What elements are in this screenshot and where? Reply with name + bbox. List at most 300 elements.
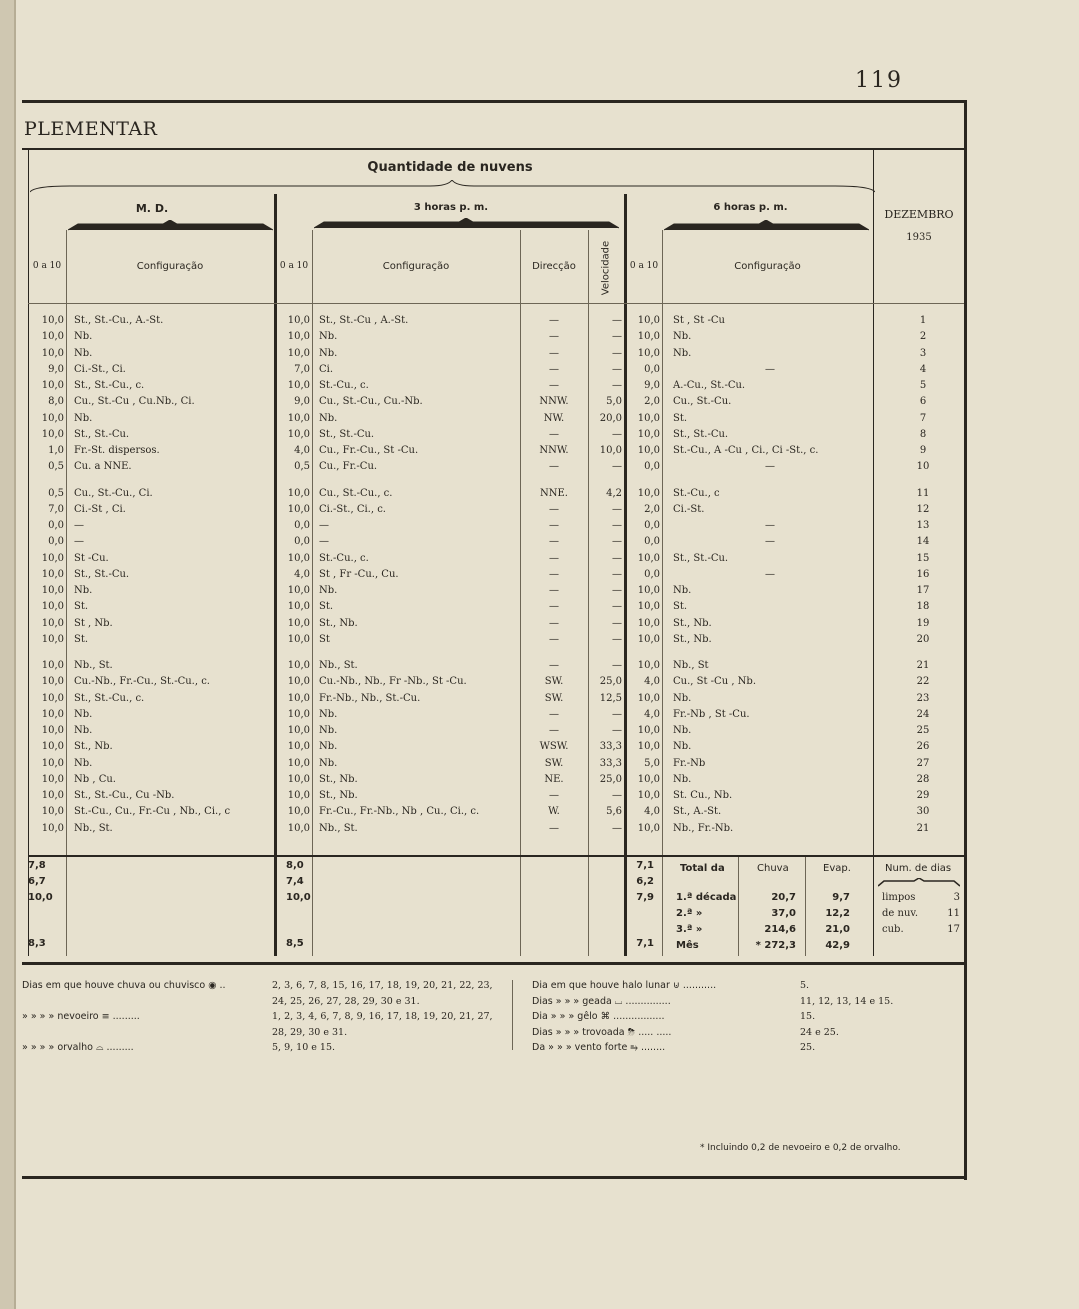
year-header: 1935 — [906, 232, 932, 243]
config-h6: Nb. — [673, 331, 692, 343]
config-h6: Nb. — [673, 692, 692, 704]
total-md: 8,3 — [28, 938, 46, 949]
velocidade: 25,0 — [599, 773, 622, 785]
config-h6: Cu., St -Cu , Nb. — [673, 676, 757, 688]
config-h6: Nb. — [673, 725, 692, 736]
config-h6: Cu., St.-Cu. — [673, 396, 732, 408]
footer-left-value: 24, 25, 26, 27, 28, 29, 30 e 31. — [272, 995, 420, 1007]
total-h3: 8,0 — [286, 860, 304, 871]
header-brace — [30, 180, 875, 194]
config-md: St. — [74, 633, 89, 645]
cloud-h6-value: 10,0 — [637, 445, 660, 456]
page-edge — [0, 0, 16, 1309]
day-number: 23 — [916, 692, 930, 704]
cloud-h6-value: 9,0 — [644, 380, 660, 391]
config-h6: Fr.-Nb , St -Cu. — [673, 708, 750, 720]
day-number: 29 — [916, 790, 930, 801]
velocidade: — — [612, 617, 622, 629]
cloud-h6-value: 2,0 — [644, 503, 660, 515]
direccao: — — [549, 660, 559, 671]
cloud-h6-value: 4,0 — [644, 806, 660, 818]
total-md: 7,8 — [28, 860, 46, 871]
cloud-h3-value: 10,0 — [287, 585, 310, 596]
cloud-h3-value: 10,0 — [287, 633, 310, 645]
direccao: — — [549, 380, 559, 391]
config-md: Cu., St.-Cu , Cu.Nb., Ci. — [74, 396, 195, 408]
config-h3: — — [319, 536, 329, 548]
config-h3: St.-Cu., c. — [319, 380, 369, 391]
cloud-md-value: 10,0 — [41, 380, 64, 391]
config-md: Cu.-Nb., Fr.-Cu., St.-Cu., c. — [74, 676, 210, 688]
velocidade: — — [612, 461, 622, 473]
config-h3: Ci.-St., Ci., c. — [319, 503, 386, 515]
cloud-h3-value: 10,0 — [287, 806, 310, 818]
config-md: Fr.-St. dispersos. — [74, 445, 160, 456]
config-md: Ci.-St , Ci. — [74, 503, 126, 515]
total-h3: 8,5 — [286, 938, 304, 949]
cloud-h6-value: 10,0 — [637, 660, 660, 671]
day-number: 25 — [916, 725, 930, 736]
cloud-h6-value: 10,0 — [637, 552, 660, 564]
cloud-md-value: 0,5 — [48, 487, 64, 499]
config-h3: St. — [319, 601, 334, 613]
day-number: 19 — [916, 617, 930, 629]
config-md: Nb., St. — [74, 660, 113, 671]
footer-divider — [512, 980, 513, 1050]
col-line — [66, 230, 67, 956]
velocidade: — — [612, 536, 622, 548]
config-h3: Nb. — [319, 412, 338, 424]
cloud-h3-value: 4,0 — [294, 568, 310, 580]
total-h6: 6,2 — [636, 876, 654, 887]
direccao: — — [549, 428, 559, 440]
footer-left-value: 5, 9, 10 e 15. — [272, 1042, 336, 1053]
config-h3: Cu., St.-Cu., Cu.-Nb. — [319, 396, 423, 408]
page-title: PLEMENTAR — [24, 118, 158, 140]
h3-brace — [314, 218, 619, 230]
total-da-label: Total da — [680, 863, 725, 874]
direccao: — — [549, 552, 559, 564]
cloud-md-value: 10,0 — [41, 347, 64, 359]
cloud-md-value: 10,0 — [41, 725, 64, 736]
day-number: 26 — [916, 741, 930, 753]
config-h3: St., St.-Cu , A.-St. — [319, 315, 409, 326]
config-h6: Nb. — [673, 741, 692, 753]
config-h6: Nb., St — [673, 660, 709, 671]
velocidade: — — [612, 520, 622, 531]
cloud-h6-value: 0,0 — [644, 536, 660, 548]
cloud-h3-value: 10,0 — [287, 741, 310, 753]
velocidade: 5,6 — [606, 806, 622, 818]
top-rule — [22, 100, 966, 103]
velocidade: — — [612, 660, 622, 671]
direccao: NNW. — [539, 396, 569, 408]
cloud-md-value: 0,5 — [48, 461, 64, 473]
direccao: — — [549, 347, 559, 359]
cloud-md-value: 9,0 — [48, 363, 64, 375]
direccao: NNE. — [540, 487, 568, 499]
footer-left-value: 28, 29, 30 e 31. — [272, 1026, 348, 1038]
direccao: — — [549, 790, 559, 801]
footer-right-label: Dia em que houve halo lunar ⊍ ........... — [532, 980, 717, 991]
velocidade: — — [612, 822, 622, 834]
chuva-value: 20,7 — [771, 892, 796, 903]
header-rule — [28, 303, 873, 304]
config-h6: — — [765, 536, 775, 548]
day-number: 7 — [919, 412, 927, 424]
velocidade: 25,0 — [599, 676, 622, 688]
total-md: 10,0 — [28, 892, 53, 903]
footer-left-value: 2, 3, 6, 7, 8, 15, 16, 17, 18, 19, 20, 21, 22, 23, — [272, 980, 493, 991]
cloud-h3-value: 10,0 — [287, 412, 310, 424]
velocidade: 4,2 — [606, 487, 622, 499]
cloud-h6-value: 10,0 — [637, 315, 660, 326]
total-col-line — [738, 857, 739, 956]
cloud-h3-value: 0,0 — [294, 536, 310, 548]
velocidade: 33,3 — [599, 741, 622, 753]
page-number: 119 — [855, 68, 903, 93]
config-h3: Nb. — [319, 725, 338, 736]
velocidade: — — [612, 725, 622, 736]
direccao: — — [549, 568, 559, 580]
config-h3: Fr.-Cu., Fr.-Nb., Nb , Cu., Ci., c. — [319, 806, 480, 818]
total-h6: 7,1 — [636, 938, 654, 949]
day-number: 18 — [916, 601, 930, 613]
config-h3: Nb. — [319, 708, 338, 720]
day-number: 21 — [916, 822, 930, 834]
config-md: Nb. — [74, 585, 93, 596]
footer-left-label: » » » » orvalho ⌓ ......... — [22, 1042, 134, 1053]
config-h6: Nb. — [673, 773, 692, 785]
velocidade: — — [612, 363, 622, 375]
direccao: — — [549, 617, 559, 629]
cloud-md-value: 1,0 — [48, 445, 64, 456]
day-number: 30 — [916, 806, 930, 818]
velocidade: — — [612, 790, 622, 801]
config-h3: Cu., Fr.-Cu. — [319, 461, 378, 473]
cloud-h6-value: 4,0 — [644, 708, 660, 720]
footer-right-label: Da » » » vento forte ⥱ ........ — [532, 1042, 666, 1053]
dias-value: 11 — [947, 908, 960, 919]
config-md: — — [74, 536, 84, 548]
config-md: Nb. — [74, 347, 93, 359]
config-h6: Fr.-Nb — [673, 757, 706, 769]
dias-label: limpos — [882, 892, 916, 903]
num-dias-brace — [878, 878, 960, 888]
evap-value: 9,7 — [832, 892, 850, 903]
day-number: 21 — [916, 660, 930, 671]
cloud-h6-value: 10,0 — [637, 412, 660, 424]
direccao: NW. — [543, 412, 565, 424]
direccao: — — [549, 725, 559, 736]
direccao: — — [549, 331, 559, 343]
config-h3: St., Nb. — [319, 617, 358, 629]
chuva-value: * 272,3 — [755, 940, 796, 951]
page-bottom-rule — [22, 1176, 966, 1179]
footer-left-value: 1, 2, 3, 4, 6, 7, 8, 9, 16, 17, 18, 19, 20, 21, 27, — [272, 1011, 493, 1022]
cloud-h3-value: 10,0 — [287, 757, 310, 769]
config-h3: Fr.-Nb., Nb., St.-Cu. — [319, 692, 421, 704]
config-md: St., St.-Cu., A.-St. — [74, 315, 164, 326]
cloud-md-value: 10,0 — [41, 676, 64, 688]
cloud-h3-value: 10,0 — [287, 315, 310, 326]
velocidade: — — [612, 503, 622, 515]
cloud-h6-value: 0,0 — [644, 461, 660, 473]
config-h3: Nb. — [319, 347, 338, 359]
config-h6: St., St.-Cu. — [673, 552, 729, 564]
config-md: Ci.-St., Ci. — [74, 363, 126, 375]
day-number: 2 — [919, 331, 927, 343]
cloud-h3-value: 9,0 — [294, 396, 310, 408]
cloud-h3-value: 10,0 — [287, 503, 310, 515]
month-header: DEZEMBRO — [884, 208, 954, 221]
col-velocidade — [588, 236, 624, 300]
header-rule — [873, 303, 964, 304]
cloud-md-value: 10,0 — [41, 790, 64, 801]
cloud-h3-value: 10,0 — [287, 428, 310, 440]
day-number: 4 — [919, 363, 927, 375]
config-md: St., St.-Cu., c. — [74, 380, 145, 391]
footer-right-value: 24 e 25. — [800, 1026, 839, 1038]
direccao: W. — [548, 806, 560, 818]
config-h3: Cu.-Nb., Nb., Fr -Nb., St -Cu. — [319, 676, 467, 688]
config-md: St., St.-Cu. — [74, 568, 130, 580]
col-config-h3: Configuração — [382, 261, 450, 272]
md-brace — [68, 220, 273, 232]
config-h6: St., Nb. — [673, 617, 712, 629]
cloud-h6-value: 2,0 — [644, 396, 660, 408]
velocidade: — — [612, 552, 622, 564]
config-md: Nb. — [74, 331, 93, 343]
cloud-md-value: 10,0 — [41, 773, 64, 785]
direccao: — — [549, 822, 559, 834]
table-main-header: Quantidade de nuvens — [367, 160, 533, 175]
direccao: SW. — [544, 757, 564, 769]
footer-right-value: 15. — [800, 1011, 816, 1022]
day-number: 28 — [916, 773, 930, 785]
col-0a10-h3: 0 a 10 — [279, 261, 309, 271]
cloud-h6-value: 10,0 — [637, 692, 660, 704]
total-col-line — [805, 857, 806, 956]
h3-header: 3 horas p. m. — [413, 202, 489, 213]
cloud-h6-value: 10,0 — [637, 487, 660, 499]
config-h6: — — [765, 568, 775, 580]
cloud-md-value: 10,0 — [41, 412, 64, 424]
config-md: St -Cu. — [74, 552, 109, 564]
cloud-md-value: 10,0 — [41, 331, 64, 343]
footer-right-value: 25. — [800, 1042, 816, 1053]
config-h6: St., A.-St. — [673, 806, 722, 818]
velocidade: — — [612, 585, 622, 596]
direccao: — — [549, 503, 559, 515]
velocidade: 12,5 — [599, 692, 622, 704]
config-md: St , Nb. — [74, 617, 113, 629]
day-number: 16 — [916, 568, 930, 580]
config-md: St., St.-Cu., Cu -Nb. — [74, 790, 175, 801]
config-md: Nb. — [74, 757, 93, 769]
day-number: 5 — [919, 380, 927, 391]
velocidade: — — [612, 331, 622, 343]
cloud-h3-value: 10,0 — [287, 676, 310, 688]
footer-left-label: Dias em que houve chuva ou chuvisco ◉ .. — [22, 980, 226, 991]
decade-label: 3.ª » — [676, 924, 703, 935]
day-number: 11 — [916, 487, 930, 499]
config-h6: St , St -Cu — [673, 315, 725, 326]
cloud-md-value: 10,0 — [41, 708, 64, 720]
cloud-h3-value: 10,0 — [287, 617, 310, 629]
day-number: 3 — [919, 347, 927, 359]
cloud-h3-value: 10,0 — [287, 822, 310, 834]
config-md: St., St.-Cu. — [74, 428, 130, 440]
dias-label: de nuv. — [882, 908, 919, 919]
config-h6: St. Cu., Nb. — [673, 790, 733, 801]
day-number: 14 — [916, 536, 930, 548]
direccao: — — [549, 520, 559, 531]
cloud-md-value: 10,0 — [41, 617, 64, 629]
velocidade: — — [612, 315, 622, 326]
cloud-h6-value: 0,0 — [644, 568, 660, 580]
direccao: — — [549, 315, 559, 326]
title-rule — [22, 148, 964, 150]
config-h6: St., St.-Cu. — [673, 428, 729, 440]
config-h6: A.-Cu., St.-Cu. — [673, 380, 746, 391]
evap-value: 21,0 — [825, 924, 850, 935]
config-h6: St.-Cu., A -Cu , Ci., Ci -St., c. — [673, 445, 819, 456]
cloud-h3-value: 10,0 — [287, 708, 310, 720]
cloud-h6-value: 4,0 — [644, 676, 660, 688]
cloud-h3-value: 0,5 — [294, 461, 310, 473]
col-config-md: Configuração — [136, 261, 204, 272]
h6-header: 6 horas p. m. — [713, 202, 788, 213]
md-header: M. D. — [135, 202, 169, 215]
direccao: — — [549, 363, 559, 375]
velocidade: — — [612, 380, 622, 391]
cloud-h6-value: 0,0 — [644, 363, 660, 375]
cloud-h3-value: 10,0 — [287, 725, 310, 736]
config-h6: — — [765, 520, 775, 531]
config-md: St., Nb. — [74, 741, 113, 753]
cloud-md-value: 8,0 — [48, 396, 64, 408]
cloud-h3-value: 4,0 — [294, 445, 310, 456]
config-md: Nb. — [74, 725, 93, 736]
cloud-md-value: 10,0 — [41, 806, 64, 818]
config-h3: Ci. — [319, 363, 334, 375]
day-number: 8 — [919, 428, 927, 440]
config-h3: St., Nb. — [319, 773, 358, 785]
config-h6: Nb., Fr.-Nb. — [673, 822, 734, 834]
day-number: 1 — [919, 315, 927, 326]
day-number: 27 — [916, 757, 930, 769]
cloud-h6-value: 10,0 — [637, 331, 660, 343]
config-h6: St., Nb. — [673, 633, 712, 645]
cloud-h6-value: 10,0 — [637, 725, 660, 736]
cloud-h6-value: 10,0 — [637, 617, 660, 629]
velocidade: — — [612, 428, 622, 440]
cloud-h3-value: 10,0 — [287, 601, 310, 613]
bottom-rule — [22, 962, 966, 965]
evap-value: 42,9 — [825, 940, 850, 951]
cloud-md-value: 10,0 — [41, 428, 64, 440]
col-line — [662, 230, 663, 956]
direccao: SW. — [544, 692, 564, 704]
col-0a10-h6: 0 a 10 — [629, 261, 659, 271]
day-number: 17 — [916, 585, 930, 596]
config-md: St.-Cu., Cu., Fr.-Cu , Nb., Ci., c — [74, 806, 231, 818]
cloud-md-value: 7,0 — [48, 503, 64, 515]
direccao: — — [549, 633, 559, 645]
config-h6: Ci.-St. — [673, 503, 705, 515]
velocidade: — — [612, 708, 622, 720]
dias-value: 3 — [953, 892, 960, 903]
cloud-md-value: 10,0 — [41, 552, 64, 564]
config-md: St., St.-Cu., c. — [74, 692, 145, 704]
direccao: — — [549, 708, 559, 720]
config-md: Cu. a NNE. — [74, 461, 132, 473]
total-h3: 10,0 — [286, 892, 311, 903]
velocidade: — — [612, 347, 622, 359]
chuva-label: Chuva — [757, 863, 789, 874]
config-h6: St. — [673, 601, 688, 613]
config-md: Nb., St. — [74, 822, 113, 834]
cloud-h6-value: 0,0 — [644, 520, 660, 531]
config-h3: Nb. — [319, 585, 338, 596]
config-h3: Nb., St. — [319, 660, 358, 671]
config-md: — — [74, 520, 84, 531]
direccao: WSW. — [539, 741, 569, 753]
cloud-h6-value: 10,0 — [637, 585, 660, 596]
decade-label: Mês — [676, 940, 699, 951]
config-h3: St — [319, 633, 330, 645]
day-number: 24 — [916, 708, 930, 720]
dias-value: 17 — [947, 924, 960, 935]
direccao: — — [549, 461, 559, 473]
cloud-md-value: 10,0 — [41, 822, 64, 834]
config-h6: St.-Cu., c — [673, 487, 720, 499]
cloud-h3-value: 10,0 — [287, 380, 310, 391]
totals-rule — [28, 855, 964, 857]
decade-label: 2.ª » — [676, 908, 703, 919]
cloud-md-value: 10,0 — [41, 633, 64, 645]
velocidade: 20,0 — [599, 412, 622, 424]
footer-right-label: Dia » » » gêlo ⌘ ................. — [532, 1011, 665, 1022]
cloud-h3-value: 10,0 — [287, 773, 310, 785]
config-h6: — — [765, 461, 775, 473]
cloud-h3-value: 7,0 — [294, 363, 310, 375]
velocidade: 10,0 — [599, 445, 622, 456]
cloud-md-value: 10,0 — [41, 741, 64, 753]
config-h3: St.-Cu., c. — [319, 552, 369, 564]
chuva-value: 37,0 — [771, 908, 796, 919]
config-md: Nb , Cu. — [74, 773, 116, 785]
evap-value: 12,2 — [825, 908, 850, 919]
col-0a10-md: 0 a 10 — [32, 261, 62, 271]
footnote: * Incluindo 0,2 de nevoeiro e 0,2 de orvalho. — [700, 1143, 901, 1153]
col-line — [312, 230, 313, 956]
cloud-h3-value: 10,0 — [287, 487, 310, 499]
cloud-md-value: 10,0 — [41, 568, 64, 580]
direccao: NE. — [544, 773, 564, 785]
cloud-md-value: 10,0 — [41, 692, 64, 704]
direccao: SW. — [544, 676, 564, 688]
total-h3: 7,4 — [286, 876, 304, 887]
cloud-h6-value: 10,0 — [637, 633, 660, 645]
config-h6: St. — [673, 412, 688, 424]
footer-right-value: 11, 12, 13, 14 e 15. — [800, 995, 894, 1007]
total-md: 6,7 — [28, 876, 46, 887]
cloud-md-value: 0,0 — [48, 536, 64, 548]
direccao: NNW. — [539, 445, 569, 456]
config-h3: St , Fr -Cu., Cu. — [319, 568, 399, 580]
